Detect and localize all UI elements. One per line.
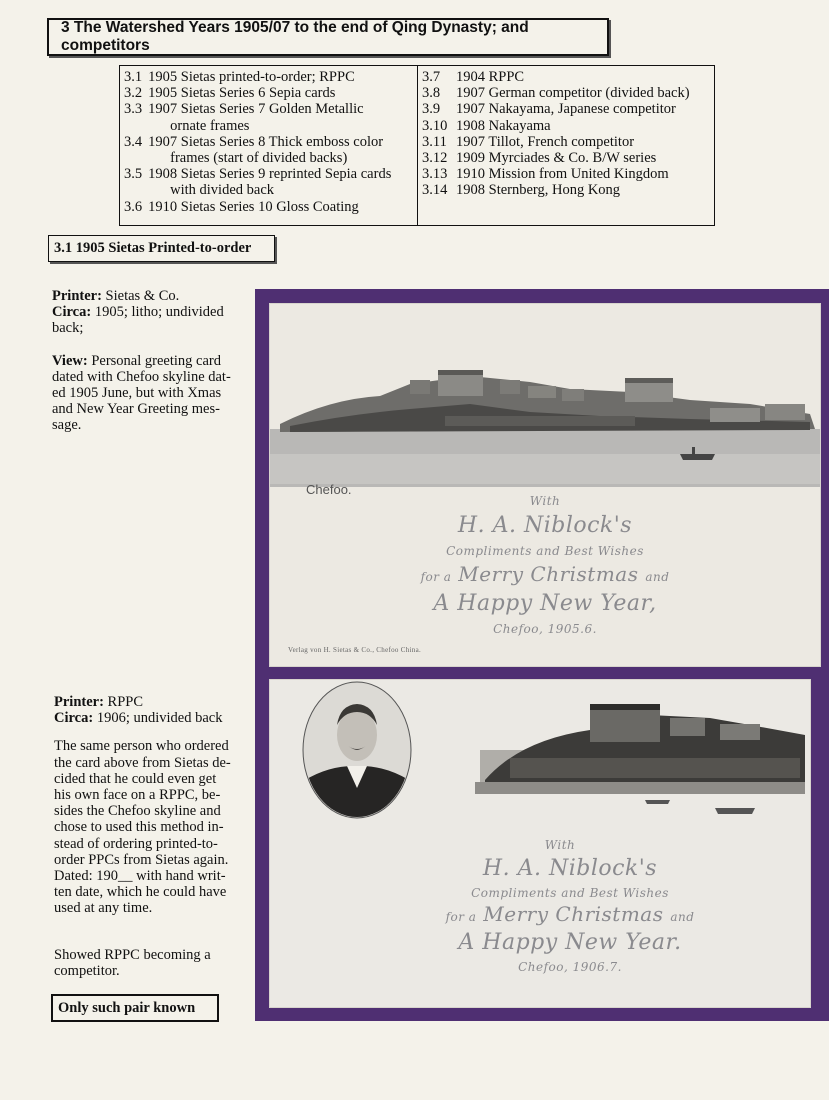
toc-number: 3.12 xyxy=(422,150,448,167)
contents-column-right xyxy=(418,66,714,225)
toc-text: 1909 Myrciades & Co. B/W series xyxy=(456,150,657,167)
competitor-note-line: competitor. xyxy=(54,962,120,979)
body-text-line: sides the Chefoo skyline and xyxy=(54,803,221,820)
body-text-line: stead of ordering printed-to- xyxy=(54,835,218,852)
rarity-note: Only such pair known xyxy=(51,994,219,1022)
view-text-line: ed 1905 June, but with Xmas xyxy=(52,385,222,402)
greeting-christmas-prefix: for a xyxy=(445,910,477,924)
printer-label: Printer: xyxy=(52,288,102,304)
circa-value: 1905; litho; undivided xyxy=(94,304,224,321)
greeting-with: With xyxy=(544,838,576,852)
toc-item xyxy=(422,101,714,117)
circa-label: Circa: xyxy=(54,710,94,727)
toc-item xyxy=(124,199,417,215)
view-text-line: and New Year Greeting mes- xyxy=(52,401,220,418)
printer-line xyxy=(54,694,246,710)
toc-text: 1908 Nakayama xyxy=(456,117,551,134)
contents-table xyxy=(119,65,715,226)
postcard-sietas-1905 xyxy=(270,304,820,666)
view-label: View: xyxy=(52,352,88,369)
greeting-compliments: Compliments and Best Wishes xyxy=(446,544,644,558)
toc-item xyxy=(124,166,417,198)
toc-item xyxy=(422,150,714,166)
view-text-line: sage. xyxy=(52,417,82,434)
greeting-christmas xyxy=(300,902,810,926)
body-text-line: ten date, which he could have xyxy=(54,884,227,901)
greeting-date: Chefoo, 1905.6. xyxy=(493,622,597,636)
toc-text xyxy=(148,166,417,198)
body-text-line: order PPCs from Sietas again. xyxy=(54,851,229,868)
card2-description xyxy=(54,694,246,979)
toc-item xyxy=(422,118,714,134)
toc-number: 3.4 xyxy=(124,133,143,150)
toc-number: 3.6 xyxy=(124,198,143,215)
toc-number: 3.8 xyxy=(422,85,441,102)
card1-description xyxy=(52,288,244,434)
toc-number: 3.7 xyxy=(422,69,441,85)
toc-number: 3.2 xyxy=(124,85,143,102)
contents-column-left xyxy=(120,66,418,225)
toc-number: 3.3 xyxy=(124,101,143,118)
greeting-name: H. A. Niblock's xyxy=(457,513,633,538)
body-text-line: cided that he could even get xyxy=(54,770,217,787)
greeting-newyear: A Happy New Year. xyxy=(458,930,682,955)
toc-number: 3.14 xyxy=(422,182,448,199)
body-text-line: The same person who ordered xyxy=(54,738,229,755)
view-value: Personal greeting card xyxy=(91,352,221,369)
toc-text: 1907 German competitor (divided back) xyxy=(456,85,690,102)
greeting-date: Chefoo, 1906.7. xyxy=(518,960,622,974)
greeting-christmas-suffix: and xyxy=(670,910,695,924)
greeting-compliments: Compliments and Best Wishes xyxy=(471,886,669,900)
place-caption: Chefoo. xyxy=(306,482,352,497)
toc-text: 1908 Sternberg, Hong Kong xyxy=(456,182,621,199)
competitor-note-line: Showed RPPC becoming a xyxy=(54,946,211,963)
toc-text: 1904 RPPC xyxy=(456,69,525,85)
toc-item xyxy=(422,69,714,85)
portrait-oval-image xyxy=(295,680,420,820)
body-text-line: used at any time. xyxy=(54,900,153,917)
toc-number: 3.13 xyxy=(422,166,448,183)
postcard-rppc-1906 xyxy=(270,680,810,1007)
toc-text: 1910 Sietas Series 10 Gloss Coating xyxy=(148,198,359,215)
printer-label: Printer: xyxy=(54,694,104,710)
toc-item xyxy=(422,134,714,150)
printer-value: Sietas & Co. xyxy=(105,288,180,304)
toc-number: 3.1 xyxy=(124,69,143,85)
toc-number: 3.10 xyxy=(422,117,448,134)
toc-item xyxy=(422,166,714,182)
greeting-christmas-main: Merry Christmas xyxy=(483,902,664,926)
toc-text-line: 1907 Sietas Series 8 Thick emboss color xyxy=(148,133,384,150)
view-text-line: dated with Chefoo skyline dat- xyxy=(52,368,231,385)
view-line xyxy=(52,353,244,369)
greeting-name: H. A. Niblock's xyxy=(482,856,658,881)
toc-text: 1907 Tillot, French competitor xyxy=(456,133,635,150)
toc-text xyxy=(148,134,417,166)
greeting-newyear: A Happy New Year, xyxy=(433,591,657,616)
toc-item xyxy=(422,85,714,101)
section-heading: 3.1 1905 Sietas Printed-to-order xyxy=(48,235,275,262)
toc-item xyxy=(124,101,417,133)
toc-text: 1905 Sietas printed-to-order; RPPC xyxy=(148,69,355,85)
circa-line xyxy=(54,710,246,726)
body-text-line: the card above from Sietas de- xyxy=(54,754,231,771)
toc-text xyxy=(148,101,417,133)
greeting-christmas-suffix: and xyxy=(645,570,670,584)
toc-text-continuation: ornate frames xyxy=(170,117,250,134)
toc-text: 1905 Sietas Series 6 Sepia cards xyxy=(148,85,336,102)
circa-line xyxy=(52,304,244,320)
body-text-line: chose to used this method in- xyxy=(54,819,224,836)
toc-text-line: 1907 Sietas Series 7 Golden Metallic xyxy=(148,101,364,118)
toc-text: 1907 Nakayama, Japanese competitor xyxy=(456,101,676,118)
toc-number: 3.11 xyxy=(422,133,447,150)
toc-item xyxy=(124,85,417,101)
circa-continuation: back; xyxy=(52,320,84,337)
printer-line xyxy=(52,288,244,304)
greeting-christmas-main: Merry Christmas xyxy=(458,562,639,586)
toc-text-line: 1908 Sietas Series 9 reprinted Sepia cards xyxy=(148,166,392,183)
toc-number: 3.5 xyxy=(124,166,143,183)
circa-value: 1906; undivided back xyxy=(96,710,223,727)
toc-number: 3.9 xyxy=(422,101,441,118)
circa-label: Circa: xyxy=(52,304,92,321)
toc-item xyxy=(124,134,417,166)
toc-item xyxy=(422,182,714,198)
toc-text-continuation: with divided back xyxy=(170,182,275,199)
toc-text-continuation: frames (start of divided backs) xyxy=(170,150,348,167)
greeting-christmas xyxy=(270,562,820,586)
body-text-line: Dated: 190__ with hand writ- xyxy=(54,868,226,885)
greeting-christmas-prefix: for a xyxy=(420,570,452,584)
printer-value: RPPC xyxy=(107,694,144,710)
toc-item xyxy=(124,69,417,85)
page-title: 3 The Watershed Years 1905/07 to the end of Qing Dynasty; and competitors xyxy=(47,18,609,56)
greeting-with: With xyxy=(529,494,561,508)
toc-text: 1910 Mission from United Kingdom xyxy=(456,166,669,183)
publisher-imprint: Verlag von H. Sietas & Co., Chefoo China. xyxy=(288,646,422,654)
body-text-line: his own face on a RPPC, be- xyxy=(54,787,221,804)
